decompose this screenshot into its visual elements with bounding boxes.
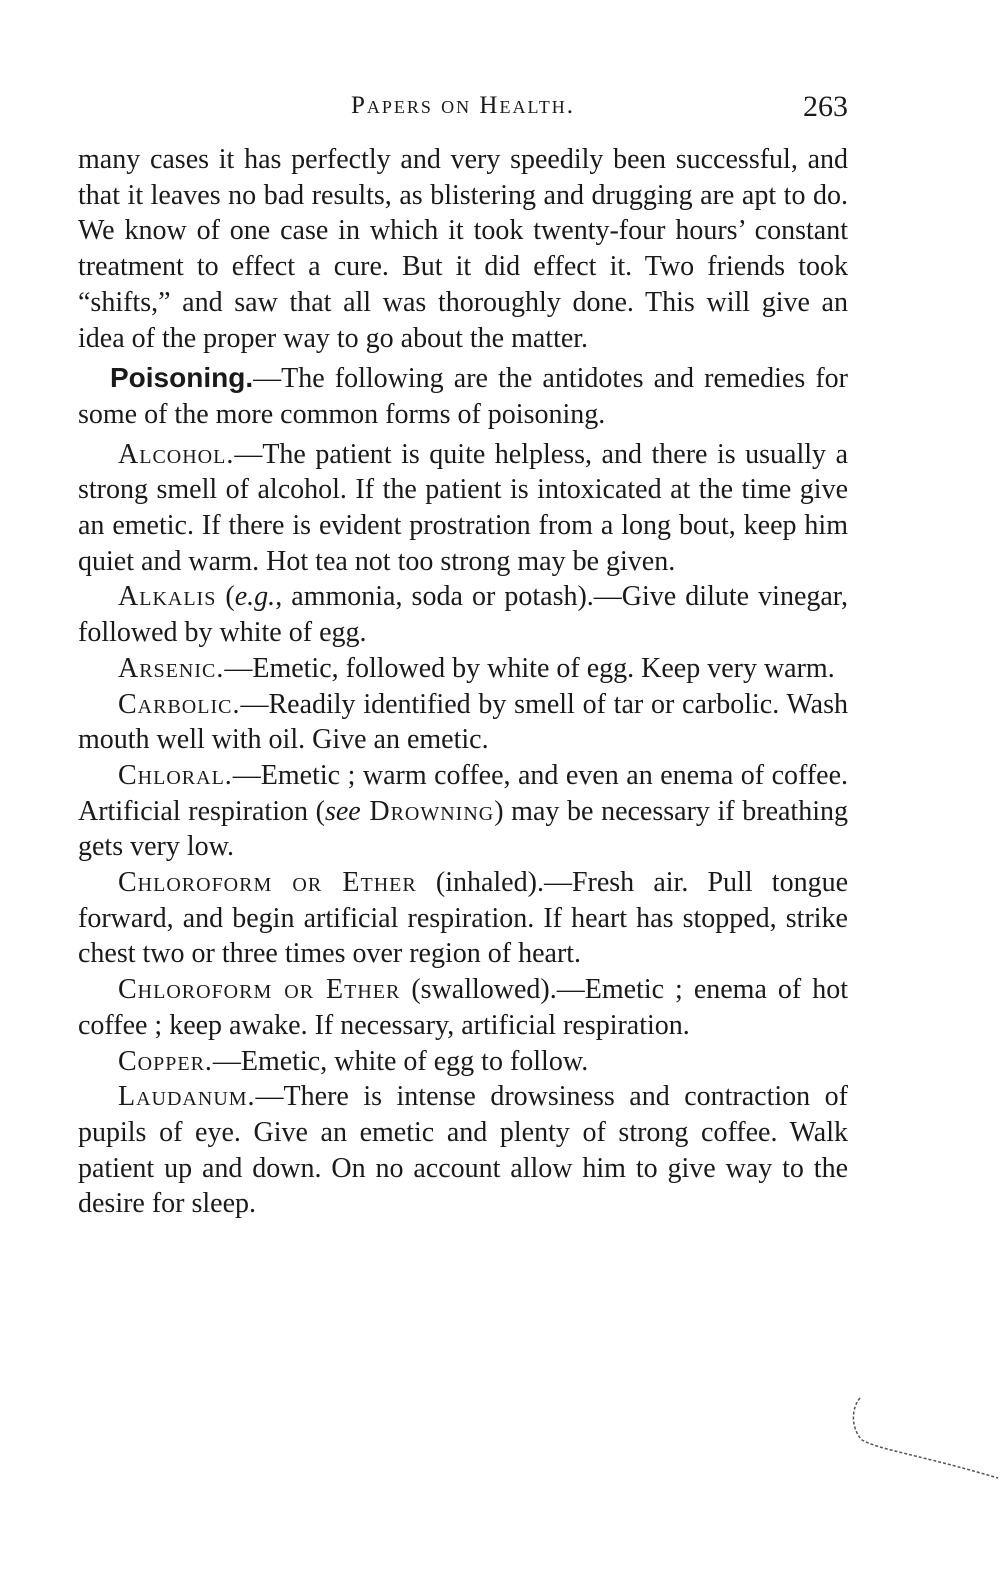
- term-chloroform-swallowed: Chloroform or Ether: [118, 974, 401, 1006]
- chloral-see: see: [324, 795, 361, 827]
- text-chloral-2: ) may be necessary if breathing gets very low.: [78, 795, 848, 863]
- text-copper: —Emetic, white of egg to follow.: [212, 1045, 589, 1077]
- pencil-mark-decoration: [840, 1390, 1000, 1480]
- term-chloroform-inhaled: Chloroform or Ether: [118, 867, 417, 899]
- paragraph-continuation: many cases it has perfectly and very speedily been successful, and that it leaves no bad results, as blistering and drugging are apt to do. We know of one case in which it took twenty-four hours’ constant treatment to effect a cure. But it did effect it. Two friends took “shifts,” and saw that all was thoroughly done. This will give an idea of the proper way to go about the matter.: [78, 144, 848, 354]
- poisoning-paragraph: [78, 360, 848, 432]
- chloral-drowning: Drowning: [360, 795, 495, 827]
- poisoning-heading: Poisoning.: [110, 362, 254, 394]
- text-arsenic: —Emetic, followed by white of egg. Keep very warm.: [224, 652, 835, 684]
- entry-laudanum: [78, 1079, 848, 1222]
- alkalis-open: (: [216, 581, 235, 613]
- text-carbolic: —Readily identified by smell of tar or carbolic. Wash mouth well with oil. Give an emetic.: [78, 688, 848, 756]
- term-alcohol: Alcohol.: [118, 438, 235, 470]
- entry-chloroform-swallowed: [78, 972, 848, 1043]
- entry-carbolic: [78, 687, 848, 758]
- text-alcohol: —The patient is quite helpless, and there is usually a strong smell of alcohol. If the patient is intoxicated at the time give an emetic. If there is evident prostration from a long bout, keep him quiet and warm. Hot tea not too strong may be given.: [78, 438, 848, 577]
- entry-alkalis: [78, 579, 848, 650]
- term-laudanum: Laudanum.: [118, 1081, 256, 1113]
- term-arsenic: Arsenic.: [118, 652, 225, 684]
- book-page: [78, 82, 848, 1222]
- page-number: 263: [803, 90, 848, 123]
- text-chloroform-inhaled: (inhaled).—Fresh air. Pull tongue forward, and begin artificial respiration. If heart has stopped, strike chest two or three times over region of heart.: [78, 867, 848, 970]
- entry-chloral: [78, 758, 848, 865]
- text-laudanum: —There is intense drowsiness and contraction of pupils of eye. Give an emetic and plenty of strong coffee. Walk patient up and down. On no account allow him to give way to the desire for sleep.: [78, 1081, 848, 1220]
- text-alkalis: , ammonia, soda or potash).—Give dilute vinegar, followed by white of egg.: [78, 581, 848, 649]
- alkalis-eg: e.g.: [234, 581, 276, 613]
- entry-chloroform-inhaled: [78, 865, 848, 972]
- entry-copper: [78, 1044, 848, 1080]
- entry-arsenic: [78, 651, 848, 687]
- text-chloroform-swallowed: (swallowed).—Emetic ; enema of hot coffee ; keep awake. If necessary, artificial respiration.: [78, 974, 848, 1041]
- running-title: Papers on Health.: [350, 92, 576, 119]
- running-head: [78, 82, 848, 142]
- entry-alcohol: [78, 437, 848, 580]
- term-carbolic: Carbolic.: [118, 688, 241, 720]
- term-chloral: Chloral.: [118, 759, 233, 791]
- poisoning-intro: —The following are the antidotes and remedies for some of the more common forms of poisoning.: [78, 363, 848, 430]
- term-alkalis: Alkalis: [118, 581, 217, 613]
- term-copper: Copper.: [118, 1045, 213, 1077]
- text-chloral-1: —Emetic ; warm coffee, and even an enema of coffee. Artificial respiration (: [78, 759, 848, 827]
